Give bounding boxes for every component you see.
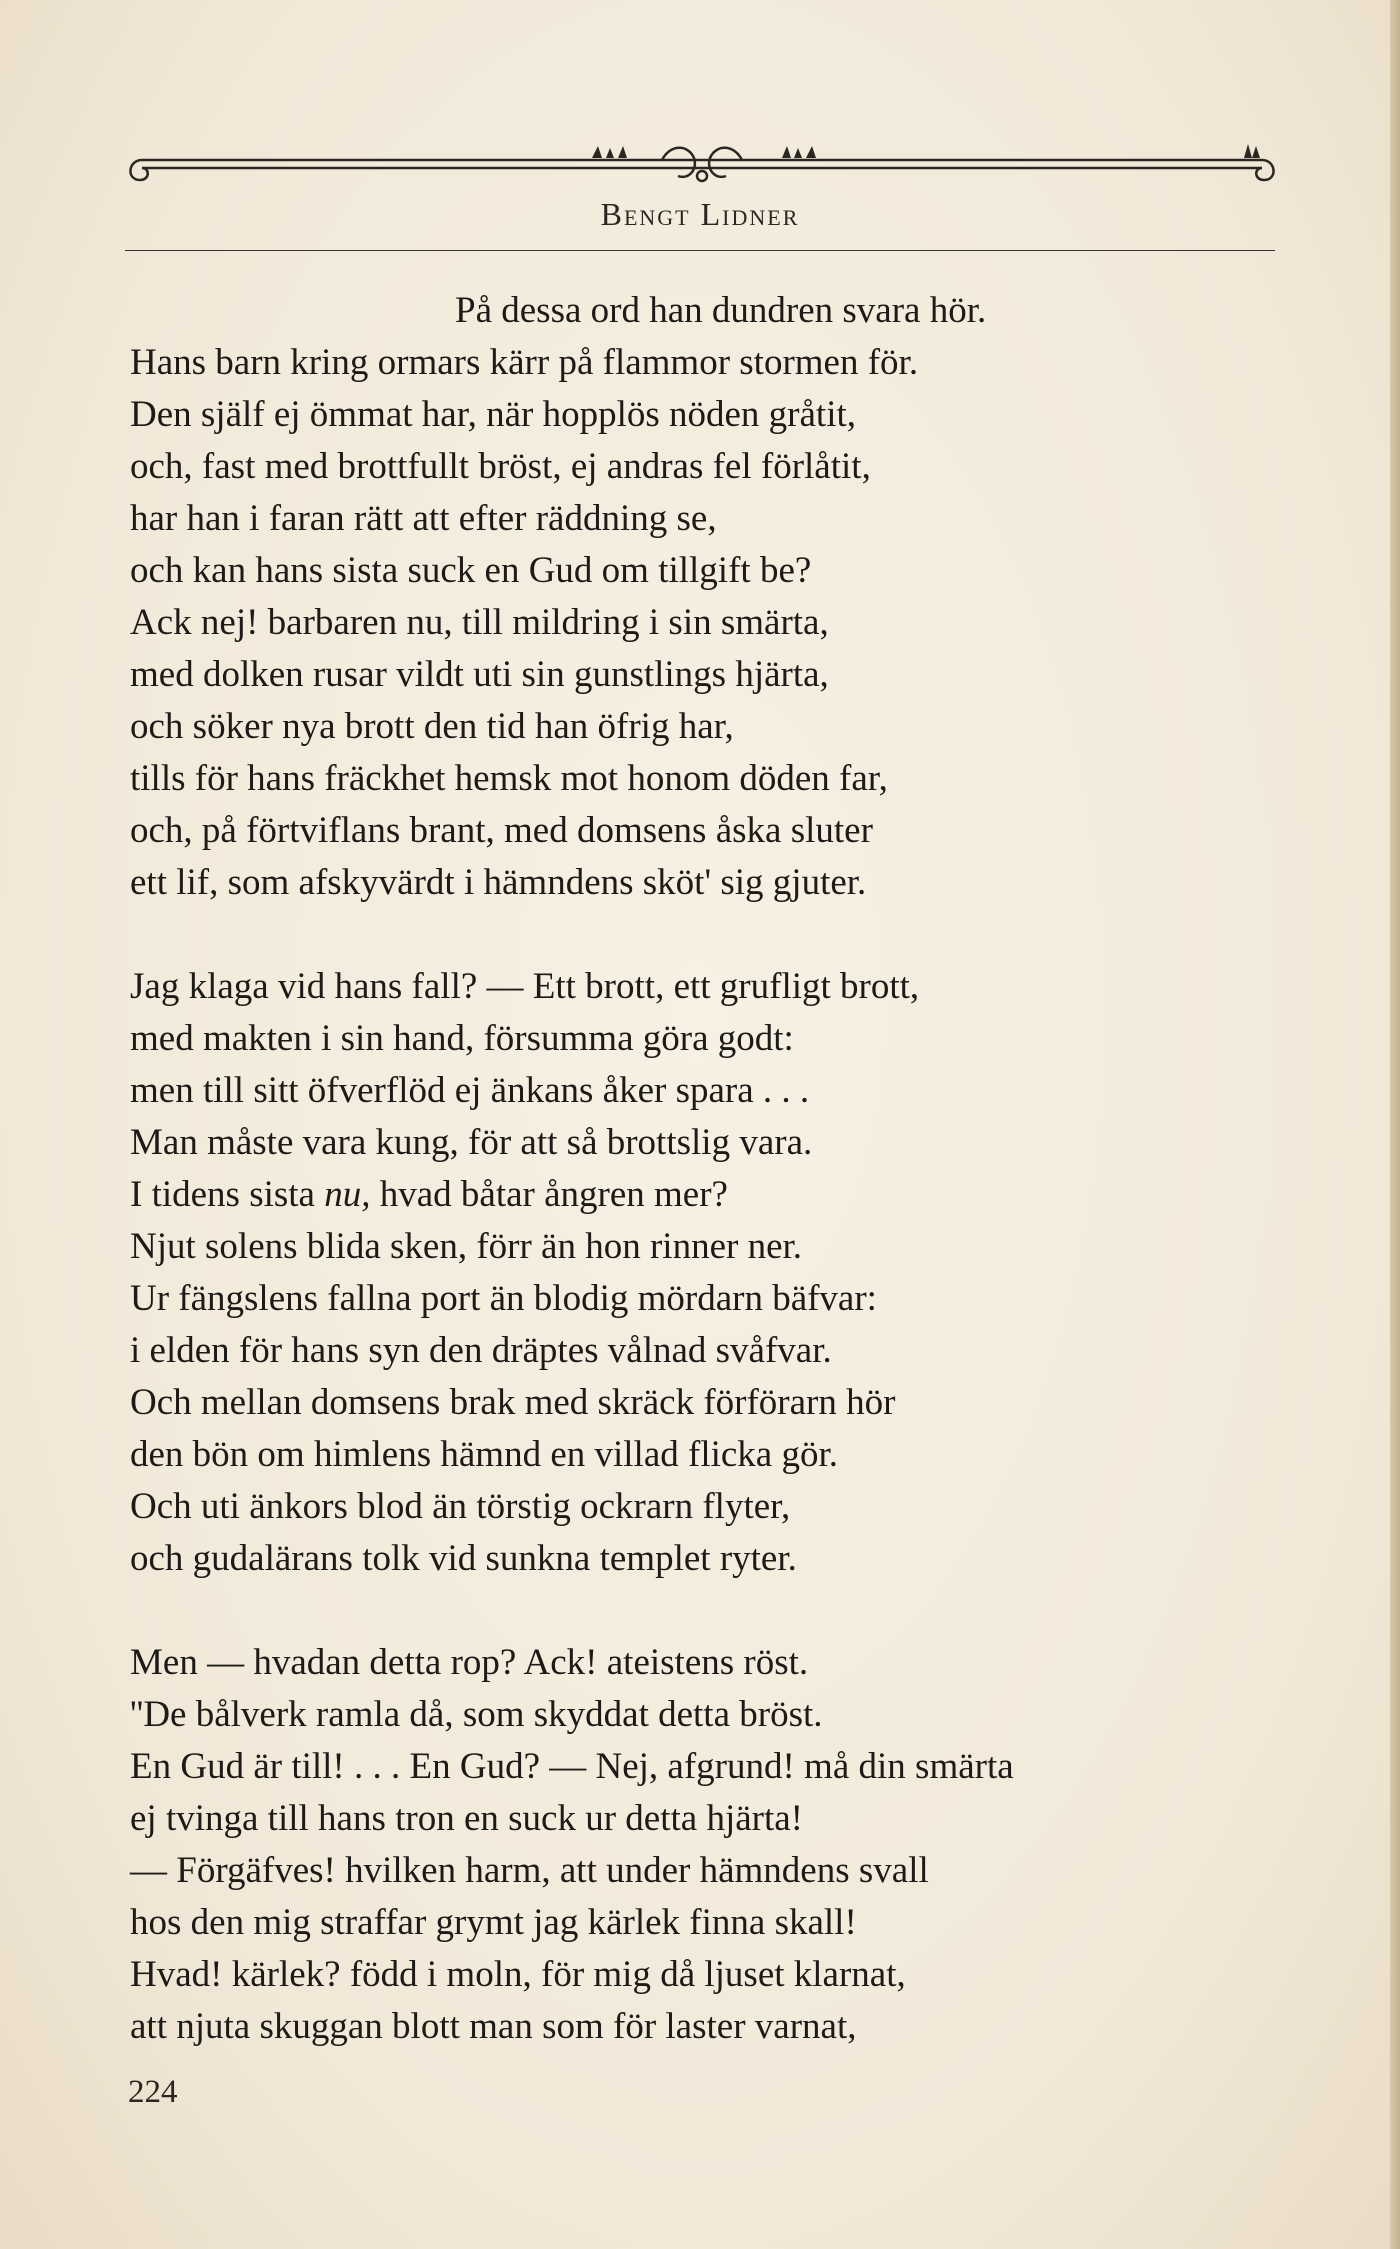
page-number: 224 (128, 2074, 178, 2110)
poem-line: Men — hvadan detta rop? Ack! ateistens röst. (130, 1642, 809, 1683)
poem-line: Hans barn kring ormars kärr på flammor stormen för. (130, 342, 919, 383)
poem-line: tills för hans fräckhet hemsk mot honom döden far, (130, 758, 888, 799)
poem-line: och kan hans sista suck en Gud om tillgift be? (130, 550, 812, 591)
running-head: Bengt Lidner (600, 196, 800, 232)
poem-line: Och uti änkors blod än törstig ockrarn flyter, (130, 1486, 791, 1527)
poem-line: men till sitt öfverflöd ej änkans åker spara . . . (130, 1070, 810, 1111)
poem-line: och, på förtviflans brant, med domsens åska sluter (130, 810, 873, 851)
poem-line: har han i faran rätt att efter räddning se, (130, 498, 717, 539)
poem-line: ej tvinga till hans tron en suck ur detta hjärta! (130, 1798, 803, 1839)
poem-line: Och mellan domsens brak med skräck förförarn hör (130, 1382, 896, 1423)
poem-line: — Förgäfves! hvilken harm, att under hämndens svall (130, 1850, 929, 1891)
poem-line: med makten i sin hand, försumma göra godt: (130, 1018, 794, 1059)
stanza-3 (130, 1637, 1280, 2053)
poem-line: i elden för hans syn den dräptes vålnad svåfvar. (130, 1330, 832, 1371)
poem-line: ''De bålverk ramla då, som skyddat detta bröst. (130, 1694, 823, 1735)
italic-word: nu, (324, 1174, 371, 1215)
poem-line: med dolken rusar vildt uti sin gunstlings hjärta, (130, 654, 829, 695)
page-edge-shadow (1390, 0, 1400, 2249)
poem-line: och gudalärans tolk vid sunkna templet ryter. (130, 1538, 797, 1579)
poem-line-text: hvad båtar ångren mer? (370, 1174, 728, 1215)
stanza-1 (130, 285, 1280, 909)
poem-line: och, fast med brottfullt bröst, ej andras fel förlåtit, (130, 446, 871, 487)
poem-line: På dessa ord han dundren svara hör. (455, 290, 987, 331)
poem-line: den bön om himlens hämnd en villad flicka gör. (130, 1434, 839, 1475)
poem-line: Man måste vara kung, för att så brottslig vara. (130, 1122, 813, 1163)
poem-line: En Gud är till! . . . En Gud? — Nej, afgrund! må din smärta (130, 1746, 1014, 1787)
stanza-2 (130, 961, 1280, 1585)
poem-text (130, 285, 1280, 2053)
poem-line: hos den mig straffar grymt jag kärlek finna skall! (130, 1902, 857, 1943)
header-rule (125, 250, 1275, 251)
poem-line (130, 1169, 1280, 1221)
poem-line: och söker nya brott den tid han öfrig har, (130, 706, 734, 747)
poem-line-text: I tidens sista (130, 1174, 325, 1215)
poem-line: Den själf ej ömmat har, när hopplös nöden gråtit, (130, 394, 856, 435)
poem-line: att njuta skuggan blott man som för laster varnat, (130, 2006, 857, 2047)
stanza-break (130, 909, 1280, 961)
poem-line: Njut solens blida sken, förr än hon rinner ner. (130, 1226, 803, 1267)
decorative-header-ornament (122, 140, 1282, 190)
poem-line: Ack nej! barbaren nu, till mildring i sin smärta, (130, 602, 829, 643)
poem-line: Ur fängslens fallna port än blodig mördarn bäfvar: (130, 1278, 877, 1319)
poem-line: Jag klaga vid hans fall? — Ett brott, ett grufligt brott, (130, 966, 920, 1007)
stanza-break (130, 1585, 1280, 1637)
poem-line: Hvad! kärlek? född i moln, för mig då ljuset klarnat, (130, 1954, 906, 1995)
poem-line: ett lif, som afskyvärdt i hämndens sköt' sig gjuter. (130, 862, 867, 903)
